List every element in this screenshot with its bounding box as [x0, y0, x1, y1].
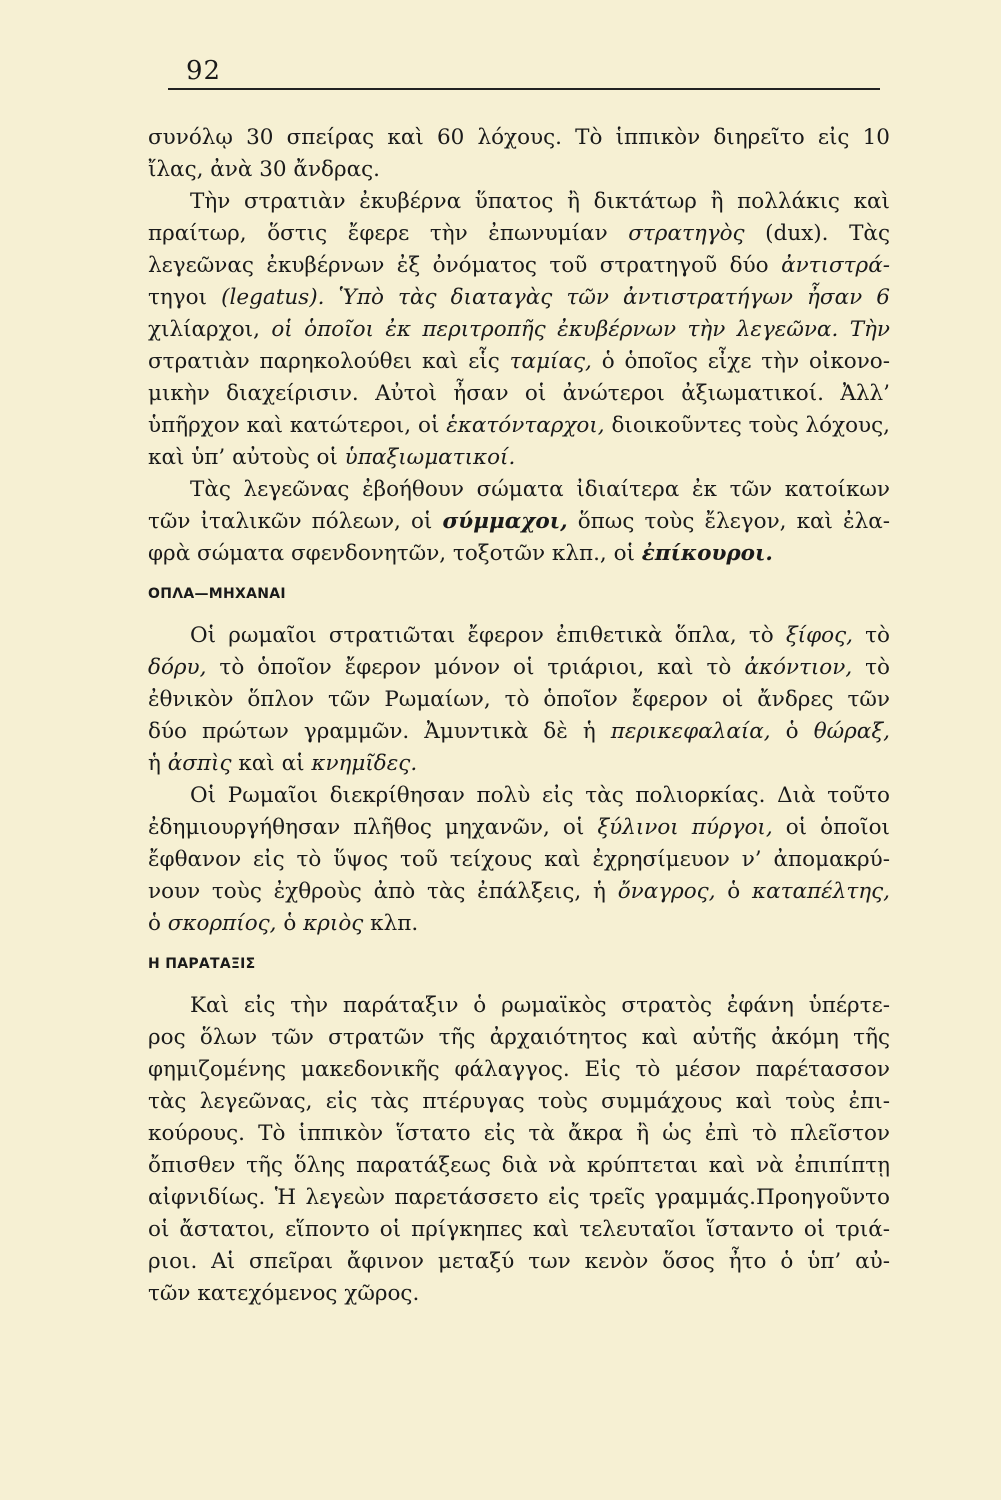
emphasis-term: (legatus). Ὑπὸ τὰς διαταγὰς τῶν ἀντιστρατήγων ἦσαν 6: [207, 285, 890, 310]
text-line: συνόλῳ 30 σπείρας καὶ 60 λόχους. Τὸ ἱππικὸν διηρεῖτο εἰς 10: [148, 125, 890, 150]
text-line: φημιζομένης μακεδονικῆς φάλαγγος. Εἰς τὸ μέσον παρέτασσον: [148, 1057, 890, 1082]
body-text: [148, 122, 890, 1310]
text-run: κλπ.: [363, 911, 419, 936]
text-line: τῶν κατεχόμενος χῶρος.: [148, 1281, 420, 1306]
text-run: καὶ ὑπ’ αὐτοὺς οἱ: [148, 445, 345, 470]
text-line: [148, 652, 890, 684]
text-line: οἱ ἄστατοι, εἵποντο οἱ πρίγκηπες καὶ τελευταῖοι ἵσταντο οἱ τριά-: [148, 1217, 890, 1242]
text-run: ὑπῆρχον καὶ κατώτεροι, οἱ: [148, 413, 447, 438]
text-run: διοικοῦντες τοὺς λόχους,: [604, 413, 890, 438]
section-weapons: [148, 620, 890, 940]
text-line: τὰς λεγεῶνας, εἰς τὰς πτέρυγας τοὺς συμμάχους καὶ τοὺς ἐπι-: [148, 1089, 890, 1114]
emphasis-term: ἀντιστρά-: [781, 253, 890, 278]
text-run: ὁ: [148, 911, 168, 936]
text-line: [148, 442, 890, 474]
text-run: τῶν ἰταλικῶν πόλεων, οἱ: [148, 509, 443, 534]
text-run: ὁ ὁποῖος εἶχε τὴν οἰκονο-: [591, 349, 890, 374]
text-line: [148, 620, 890, 652]
text-run: πραίτωρ, ὅστις ἔφερε τὴν ἐπωνυμίαν: [148, 221, 629, 246]
text-line: [148, 314, 890, 346]
text-line: ἴλας, ἀνὰ 30 ἄνδρας.: [148, 157, 380, 182]
text-run: ὅπως τοὺς ἔλεγον, καὶ ἐλα-: [567, 509, 890, 534]
text-run: τηγοι: [148, 285, 207, 310]
text-line: [148, 876, 890, 908]
text-line: [148, 908, 890, 940]
page-number: 92: [186, 56, 222, 86]
emphasis-term: ξύλινοι πύργοι,: [597, 815, 773, 840]
header-rule: [168, 88, 880, 90]
text-line: ὄπισθεν τῆς ὅλης παρατάξεως διὰ νὰ κρύπτεται καὶ νὰ ἐπιπίπτῃ: [148, 1153, 890, 1178]
section-heading-weapons: ΟΠΛΑ—ΜΗΧΑΝΑΙ: [148, 586, 286, 602]
emphasis-term: ὄναγρος,: [617, 879, 716, 904]
text-line: Τὴν στρατιὰν ἐκυβέρνα ὕπατος ἢ δικτάτωρ ἢ πολλάκις καὶ: [190, 189, 890, 214]
text-line: αἰφνιδίως. Ἡ λεγεὼν παρετάσσετο εἰς τρεῖς γραμμάς.Προηγοῦντο: [148, 1185, 890, 1210]
text-line: [148, 218, 890, 250]
text-run: Οἱ ρωμαῖοι στρατιῶται ἔφερον ἐπιθετικὰ ὅπλα, τὸ: [190, 623, 786, 648]
emphasis-term: ἐπίκουροι.: [641, 541, 773, 566]
text-line: [148, 812, 890, 844]
text-run: καὶ αἱ: [231, 751, 312, 776]
text-run: νουν τοὺς ἐχθροὺς ἀπὸ τὰς ἐπάλξεις, ἡ: [148, 879, 618, 904]
emphasis-term: περικεφαλαία,: [610, 719, 771, 744]
text-line: [148, 346, 890, 378]
text-line: [148, 282, 890, 314]
section-intro: [148, 122, 890, 570]
text-line: Καὶ εἰς τὴν παράταξιν ὁ ρωμαϊκὸς στρατὸς ἐφάνη ὑπέρτε-: [190, 993, 890, 1018]
text-run: δύο πρώτων γραμμῶν. Ἀμυντικὰ δὲ ἡ: [148, 719, 611, 744]
text-run: ἐδημιουργήθησαν πλῆθος μηχανῶν, οἱ: [148, 815, 598, 840]
emphasis-term: κριὸς: [303, 911, 364, 936]
text-line: ἐθνικὸν ὅπλον τῶν Ρωμαίων, τὸ ὁποῖον ἔφερον οἱ ἄνδρες τῶν: [148, 687, 890, 712]
text-line: [148, 250, 890, 282]
text-line: Τὰς λεγεῶνας ἐβοήθουν σώματα ἰδιαίτερα ἐκ τῶν κατοίκων: [190, 477, 890, 502]
text-line: Οἱ Ρωμαῖοι διεκρίθησαν πολὺ εἰς τὰς πολιορκίας. Διὰ τοῦτο: [190, 783, 890, 808]
text-run: ὁ: [770, 719, 814, 744]
text-line: ρος ὅλων τῶν στρατῶν τῆς ἀρχαιότητος καὶ αὐτῆς ἀκόμη τῆς: [148, 1025, 890, 1050]
emphasis-term: σκορπίος,: [167, 911, 277, 936]
emphasis-term: ταμίας,: [509, 349, 592, 374]
text-line: κούρους. Τὸ ἱππικὸν ἵστατο εἰς τὰ ἄκρα ἢ ὡς ἐπὶ τὸ πλεῖστον: [148, 1121, 890, 1146]
emphasis-term: θώραξ,: [813, 719, 890, 744]
text-line: μικὴν διαχείρισιν. Αὐτοὶ ἦσαν οἱ ἀνώτεροι ἀξιωματικοί. Ἀλλ’: [148, 381, 890, 406]
text-line: [148, 410, 890, 442]
text-run: φρὰ σώματα σφενδονητῶν, τοξοτῶν κλπ., οἱ: [148, 541, 642, 566]
text-run: τὸ: [852, 623, 890, 648]
text-line: ριοι. Αἱ σπεῖραι ἄφινον μεταξύ των κενὸν ὅσος ἦτο ὁ ὑπ’ αὐ-: [148, 1249, 890, 1274]
text-run: τὸ ὁποῖον ἔφερον μόνον οἱ τριάριοι, καὶ τὸ: [206, 655, 745, 680]
text-run: οἱ ὁποῖοι: [772, 815, 890, 840]
text-run: λεγεῶνας ἐκυβέρνων ἐξ ὀνόματος τοῦ στρατηγοῦ δύο: [148, 253, 782, 278]
emphasis-term: σύμμαχοι,: [442, 509, 568, 534]
emphasis-term: ἀσπὶς: [167, 751, 232, 776]
text-run: ὁ: [715, 879, 753, 904]
emphasis-term: κνημῖδες.: [311, 751, 418, 776]
emphasis-term: καταπέλτης,: [752, 879, 890, 904]
text-line: [148, 538, 890, 570]
text-run: τὸ: [852, 655, 890, 680]
text-line: [148, 748, 890, 780]
emphasis-term: οἱ ὁποῖοι ἐκ περιτροπῆς ἐκυβέρνων τὴν λεγεῶνα. Τὴν: [259, 317, 890, 342]
text-run: χιλίαρχοι,: [148, 317, 260, 342]
text-line: [148, 716, 890, 748]
emphasis-term: στρατηγὸς: [628, 221, 745, 246]
text-run: στρατιὰν παρηκολούθει καὶ εἷς: [148, 349, 510, 374]
text-run: (dux). Τὰς: [744, 221, 890, 246]
emphasis-term: ἑκατόνταρχοι,: [446, 413, 605, 438]
text-line: [148, 506, 890, 538]
text-run: ὁ: [276, 911, 304, 936]
emphasis-term: ξίφος,: [785, 623, 853, 648]
emphasis-term: ἀκόντιον,: [744, 655, 853, 680]
text-run: ἡ: [148, 751, 168, 776]
emphasis-term: δόρυ,: [148, 655, 207, 680]
emphasis-term: ὑπαξιωματικοί.: [344, 445, 516, 470]
text-line: ἔφθανον εἰς τὸ ὕψος τοῦ τείχους καὶ ἐχρησίμευον ν’ ἀπομακρύ-: [148, 847, 890, 872]
section-formation: [148, 990, 890, 1310]
section-heading-formation: Η ΠΑΡΑΤΑΞΙΣ: [148, 956, 256, 972]
